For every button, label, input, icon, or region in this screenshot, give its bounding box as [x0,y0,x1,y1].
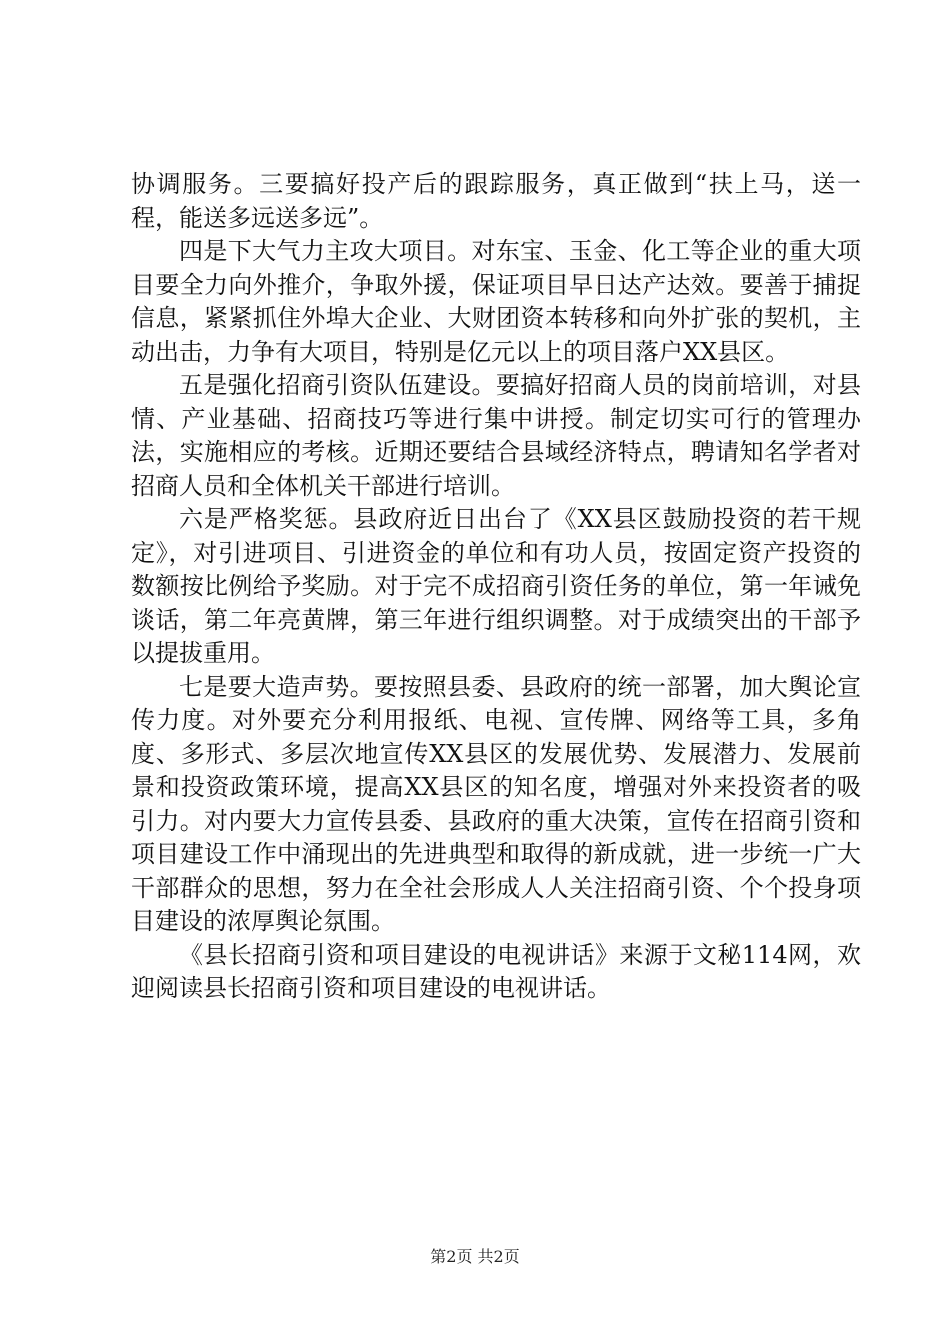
paragraph-source-note: 《县长招商引资和项目建设的电视讲话》来源于文秘114网，欢迎阅读县长招商引资和项目建设的电视讲话。 [131,940,861,1002]
paragraph-continuation: 协调服务。三要搞好投产后的跟踪服务，真正做到“扶上马，送一程，能送多远送多远”。 [131,170,861,232]
document-body [131,168,861,1006]
paragraph-item-7: 七是要大造声势。要按照县委、县政府的统一部署，加大舆论宣传力度。对外要充分利用报纸、电视、宣传牌、网络等工具，多角度、多形式、多层次地宣传XX县区的发展优势、发展潜力、发展前景和投资政策环境，提高XX县区的知名度，增强对外来投资者的吸引力。对内要大力宣传县委、县政府的重大决策，宣传在招商引资和项目建设工作中涌现出的先进典型和取得的新成就，进一步统一广大干部群众的思想，努力在全社会形成人人关注招商引资、个个投身项目建设的浓厚舆论氛围。 [131,672,861,935]
page-number-footer: 第2页 共2页 [430,1247,520,1266]
paragraph-item-5: 五是强化招商引资队伍建设。要搞好招商人员的岗前培训，对县情、产业基础、招商技巧等进行集中讲授。制定切实可行的管理办法，实施相应的考核。近期还要结合县域经济特点，聘请知名学者对招商人员和全体机关干部进行培训。 [131,371,861,500]
paragraph-item-6: 六是严格奖惩。县政府近日出台了《XX县区鼓励投资的若干规定》，对引进项目、引进资金的单位和有功人员，按固定资产投资的数额按比例给予奖励。对于完不成招商引资任务的单位，第一年诫免谈话，第二年亮黄牌，第三年进行组织调整。对于成绩突出的干部予以提拔重用。 [131,505,861,667]
paragraph-item-4: 四是下大气力主攻大项目。对东宝、玉金、化工等企业的重大项目要全力向外推介，争取外援，保证项目早日达产达效。要善于捕捉信息，紧紧抓住外埠大企业、大财团资本转移和向外扩张的契机，主动出击，力争有大项目，特别是亿元以上的项目落户XX县区。 [131,237,861,366]
